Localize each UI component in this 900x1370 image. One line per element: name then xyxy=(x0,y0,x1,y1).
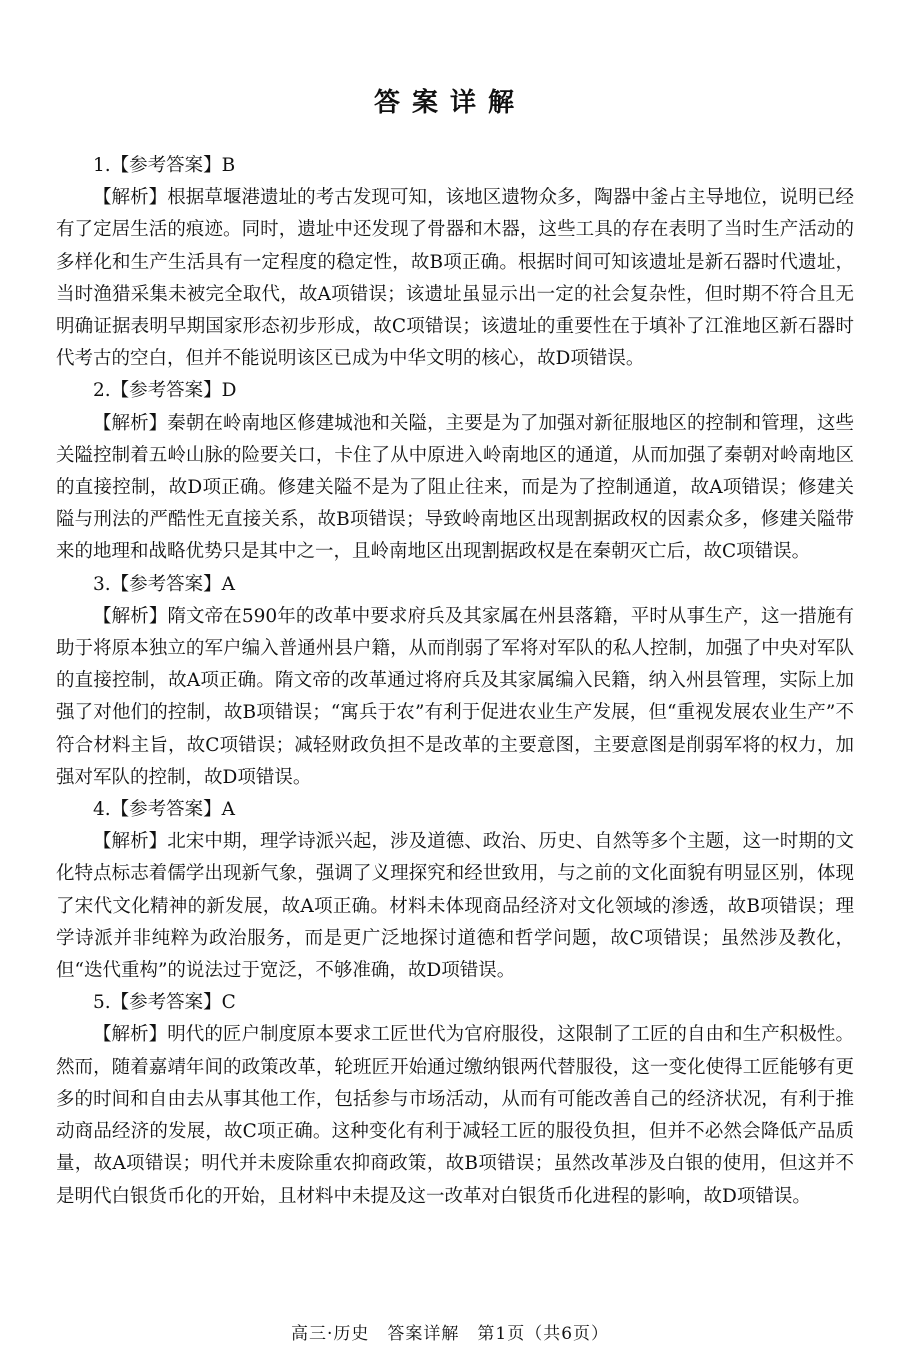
answer-label: 【参考答案】 xyxy=(110,155,222,176)
reference-answer-line xyxy=(56,569,854,601)
question-number: 5. xyxy=(93,992,111,1014)
analysis-text: 明代的匠户制度原本要求工匠世代为官府服役，这限制了工匠的自由和生产积极性。然而，随着嘉靖年间的政策改革，轮班匠开始通过缴纳银两代替服役，这一变化使得工匠能够有更多的时间和自由去从事其他工作，包括参与市场活动，从而有可能改善自己的经济状况，有利于推动商品经济的发展，故C项正确。这种变化有利于减轻工匠的服役负担，但并不必然会降低产品质量，故A项错误；明代并未废除重农抑商政策，故B项错误；虽然改革涉及白银的使用，但这并不是明代白银货币化的开始，且材料中未提及这一改革对白银货币化进程的影响，故D项错误。 xyxy=(56,1024,854,1207)
analysis-text: 隋文帝在590年的改革中要求府兵及其家属在州县落籍，平时从事生产，这一措施有助于将原本独立的军户编入普通州县户籍，从而削弱了军将对军队的私人控制，加强了中央对军队的直接控制，故A项正确。隋文帝的改革通过将府兵及其家属编入民籍，纳入州县管理，实际上加强了对他们的控制，故B项错误；“寓兵于农”有利于促进农业生产发展，但“重视发展农业生产”不符合材料主旨，故C项错误；减轻财政负担不是改革的主要意图，主要意图是削弱军将的权力，加强对军队的控制，故D项错误。 xyxy=(56,605,854,788)
analysis-label: 【解析】 xyxy=(93,412,168,434)
question-number: 3. xyxy=(93,573,111,595)
page-footer: 高三·历史 答案详解 第1页（共6页） xyxy=(290,1324,610,1344)
answer-label: 【参考答案】 xyxy=(110,380,222,402)
answer-value: A xyxy=(221,799,236,821)
answer-label: 【参考答案】 xyxy=(110,573,222,595)
analysis-text: 秦朝在岭南地区修建城池和关隘，主要是为了加强对新征服地区的控制和管理，这些关隘控制着五岭山脉的险要关口，卡住了从中原进入岭南地区的通道，从而加强了秦朝对岭南地区的直接控制，故D项正确。修建关隘不是为了阻止往来，而是为了控制通道，故A项错误；修建关隘与刑法的严酷性无直接关系，故B项错误；导致岭南地区出现割据政权的因素众多，修建关隘带来的地理和战略优势只是其中之一，且岭南地区出现割据政权是在秦朝灭亡后，故C项错误。 xyxy=(56,412,854,563)
analysis-paragraph xyxy=(56,826,854,987)
analysis-label: 【解析】 xyxy=(93,605,168,627)
answer-item-3 xyxy=(56,569,854,794)
question-number: 4. xyxy=(93,799,111,821)
analysis-text: 根据草堰港遗址的考古发现可知，该地区遗物众多，陶器中釜占主导地位，说明已经有了定居生活的痕迹。同时，遗址中还发现了骨器和木器，这些工具的存在表明了当时生产活动的多样化和生产生活具有一定程度的稳定性，故B项正确。根据时间可知该遗址是新石器时代遗址，当时渔猎采集未被完全取代，故A项错误；该遗址虽显示出一定的社会复杂性，但时期不符合且无明确证据表明早期国家形态初步形成，故C项错误；该遗址的重要性在于填补了江淮地区新石器时代考古的空白，但并不能说明该区已成为中华文明的核心，故D项错误。 xyxy=(56,187,854,370)
analysis-paragraph xyxy=(56,182,854,375)
answer-item-2 xyxy=(56,375,854,568)
analysis-paragraph xyxy=(56,601,854,794)
analysis-text: 北宋中期，理学诗派兴起，涉及道德、政治、历史、自然等多个主题，这一时期的文化特点标志着儒学出现新气象，强调了义理探究和经世致用，与之前的文化面貌有明显区别，体现了宋代文化精神的新发展，故A项正确。材料未体现商品经济对文化领域的渗透，故B项错误；理学诗派并非纯粹为政治服务，而是更广泛地探讨道德和哲学问题，故C项错误；虽然涉及教化，但“迭代重构”的说法过于宽泛，不够准确，故D项错误。 xyxy=(56,831,854,982)
reference-answer-line xyxy=(56,987,854,1019)
answer-value: A xyxy=(221,573,236,595)
reference-answer-line xyxy=(56,150,854,182)
analysis-label: 【解析】 xyxy=(93,1024,168,1046)
answer-label: 【参考答案】 xyxy=(110,992,222,1014)
analysis-label: 【解析】 xyxy=(93,831,168,853)
analysis-paragraph xyxy=(56,1019,854,1212)
answer-item-1 xyxy=(56,150,854,375)
reference-answer-line xyxy=(56,375,854,407)
question-number: 2. xyxy=(93,380,111,402)
page-title: 答案详解 xyxy=(373,88,526,118)
answer-value: D xyxy=(221,380,237,402)
analysis-paragraph xyxy=(56,408,854,569)
answer-list xyxy=(56,150,854,1213)
answer-label: 【参考答案】 xyxy=(110,799,222,821)
question-number: 1. xyxy=(93,155,111,176)
analysis-label: 【解析】 xyxy=(93,187,168,209)
answer-value: C xyxy=(221,992,236,1014)
reference-answer-line xyxy=(56,794,854,826)
answer-item-4 xyxy=(56,794,854,987)
answer-item-5 xyxy=(56,987,854,1212)
answer-value: B xyxy=(221,155,236,176)
